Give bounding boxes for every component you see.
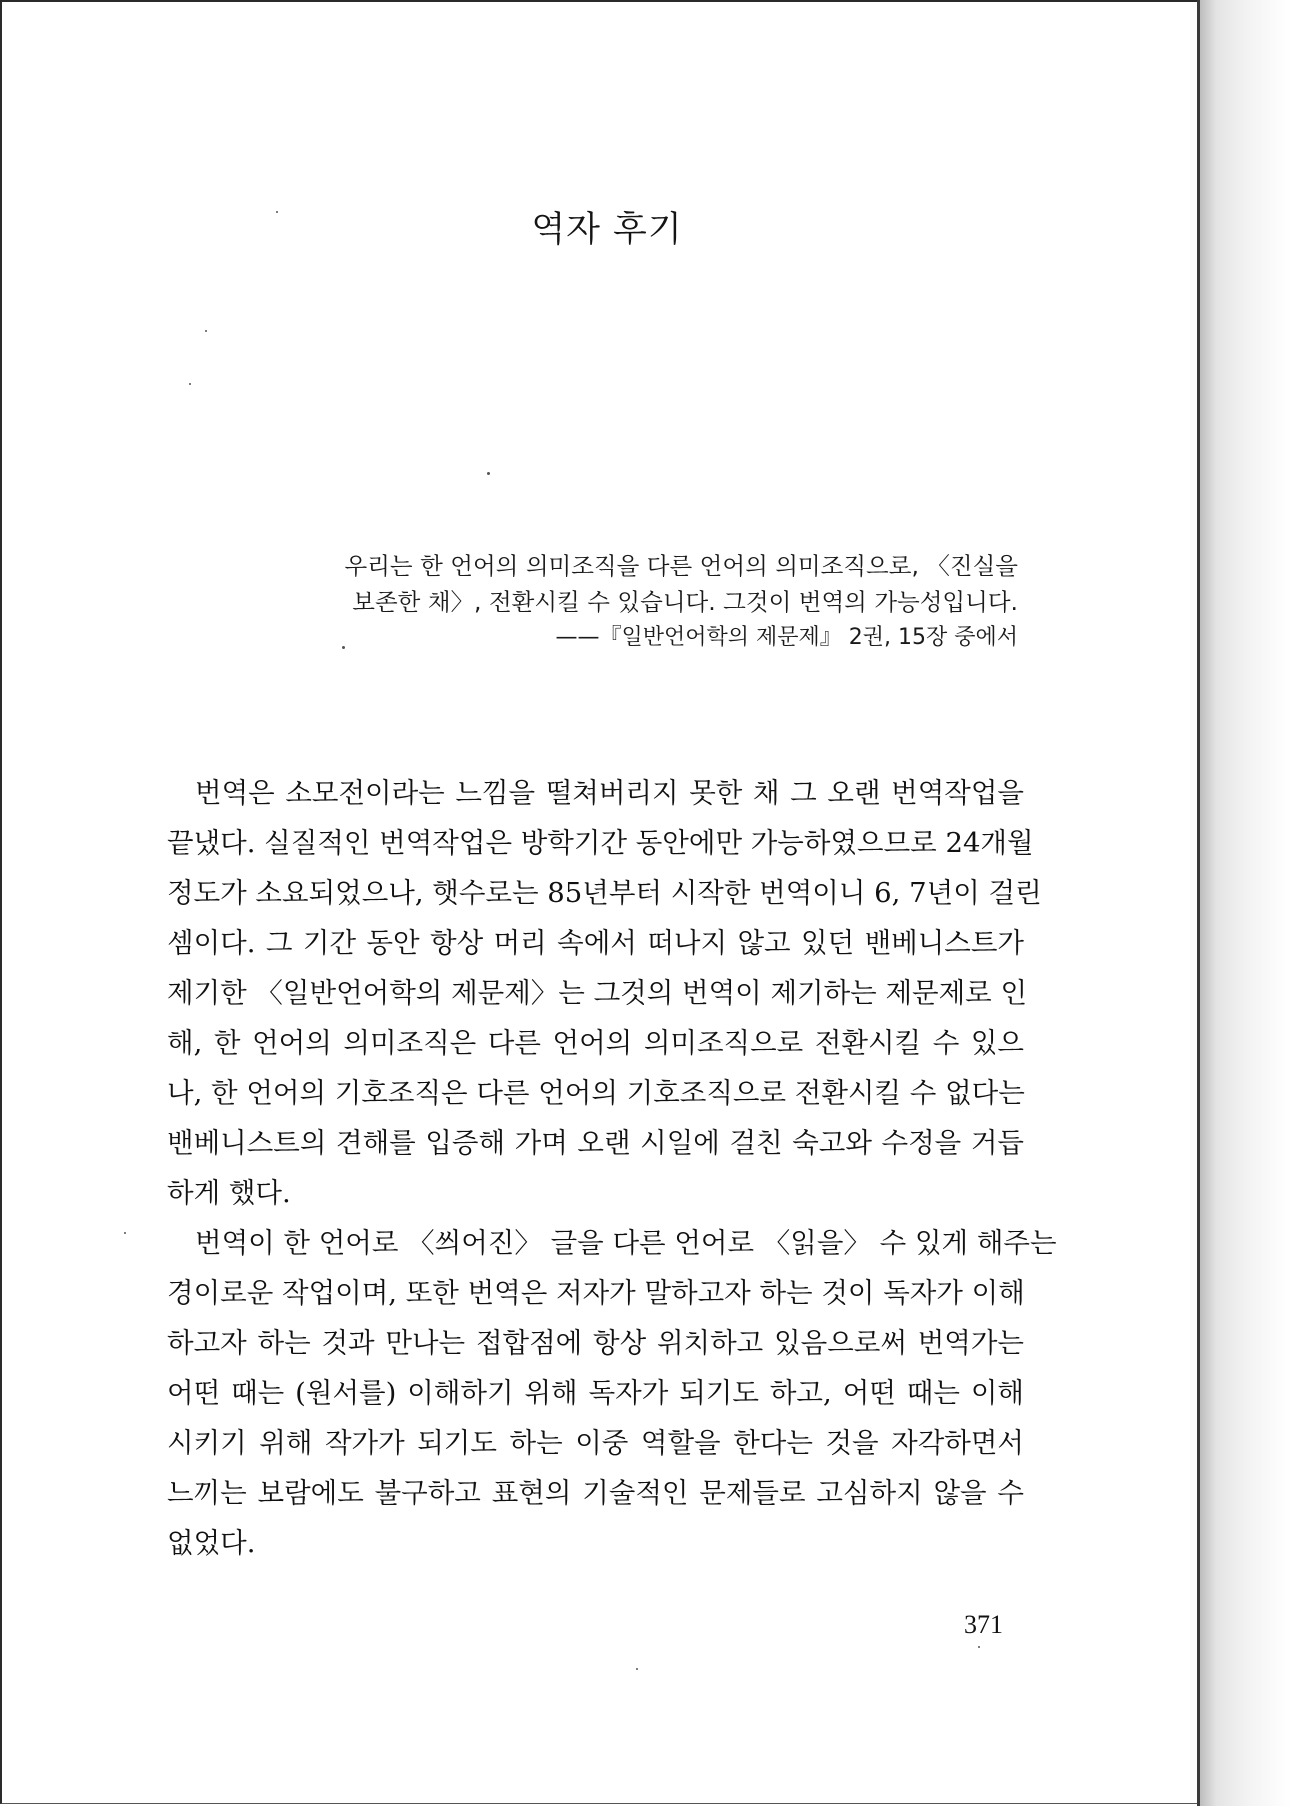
scan-speck: [636, 1668, 638, 1670]
scan-speck: [276, 211, 278, 213]
scan-speck: [978, 1646, 980, 1648]
scan-speck: [205, 330, 207, 332]
text-line: 정도가 소요되었으나, 햇수로는 85년부터 시작한 번역이니 6, 7년이 걸린: [167, 877, 1042, 909]
text-line: 끝냈다. 실질적인 번역작업은 방학기간 동안에만 가능하였으므로 24개월: [167, 827, 1034, 859]
paragraph-2: [167, 1218, 1057, 1568]
scan-speck: [487, 472, 490, 475]
text-line: 시키기 위해 작가가 되기도 하는 이중 역할을 한다는 것을 자각하면서: [167, 1427, 1024, 1459]
page-number: 371: [964, 1610, 1003, 1639]
page-title: 역자 후기: [531, 210, 683, 250]
body-text: [167, 768, 1057, 1568]
text-line: 번역은 소모전이라는 느낌을 떨쳐버리지 못한 채 그 오랜 번역작업을: [195, 777, 1024, 809]
text-line: 느끼는 보람에도 불구하고 표현의 기술적인 문제들로 고심하지 않을 수: [167, 1477, 1024, 1509]
text-line: 없었다.: [167, 1527, 256, 1559]
scan-speck: [124, 1232, 126, 1234]
text-line: 어떤 때는 (원서를) 이해하기 위해 독자가 되기도 하고, 어떤 때는 이해: [167, 1377, 1024, 1409]
text-line: 하고자 하는 것과 만나는 접합점에 항상 위치하고 있음으로써 번역가는: [167, 1327, 1024, 1359]
text-line: 밴베니스트의 견해를 입증해 가며 오랜 시일에 걸친 숙고와 수정을 거듭: [167, 1127, 1024, 1159]
epigraph: [302, 548, 1018, 656]
text-line: 나, 한 언어의 기호조직은 다른 언어의 기호조직으로 전환시킬 수 없다는: [167, 1077, 1025, 1109]
text-line: 경이로운 작업이며, 또한 번역은 저자가 말하고자 하는 것이 독자가 이해: [167, 1277, 1025, 1309]
text-line: 해, 한 언어의 의미조직은 다른 언어의 의미조직으로 전환시킬 수 있으: [167, 1027, 1024, 1059]
text-line: 제기한 〈일반언어학의 제문제〉는 그것의 번역이 제기하는 제문제로 인: [167, 977, 1028, 1009]
text-line: 셈이다. 그 기간 동안 항상 머리 속에서 떠나지 않고 있던 밴베니스트가: [167, 927, 1024, 959]
text-line: 번역이 한 언어로 〈씌어진〉 글을 다른 언어로 〈읽을〉 수 있게 해주는: [195, 1227, 1057, 1259]
paragraph-1: [167, 768, 1042, 1218]
text-line: 하게 했다.: [167, 1177, 291, 1209]
scan-speck: [189, 383, 191, 385]
epigraph-line: 우리는 한 언어의 의미조직을 다른 언어의 의미조직으로, 〈진실을: [344, 552, 1018, 580]
epigraph-line: 보존한 채〉, 전환시킬 수 있습니다. 그것이 번역의 가능성입니다.: [352, 588, 1018, 616]
epigraph-citation: ——『일반언어학의 제문제』 2권, 15장 중에서: [555, 625, 1018, 650]
scan-speck: [342, 646, 345, 649]
page-shadow: [1200, 0, 1291, 1806]
